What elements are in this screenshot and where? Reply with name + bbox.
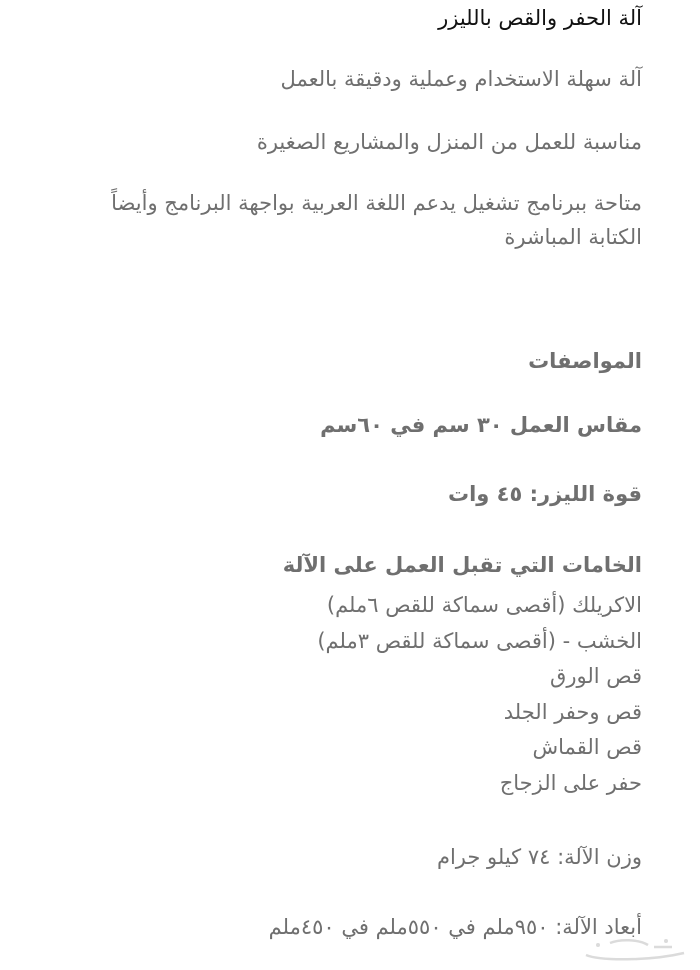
materials-list	[317, 588, 642, 801]
dimensions-spec: أبعاد الآلة: ٩٥٠ملم في ٥٥٠ملم في ٤٥٠ملم	[268, 915, 642, 939]
list-item: قص القماش	[532, 735, 642, 759]
weight-spec: وزن الآلة: ٧٤ كيلو جرام	[436, 845, 642, 869]
list-item: قص الورق	[550, 664, 642, 688]
intro-line-2: مناسبة للعمل من المنزل والمشاريع الصغيرة	[256, 130, 642, 154]
haraj-watermark-logo	[580, 935, 692, 965]
work-size-spec: مقاس العمل ٣٠ سم في ٦٠سم	[320, 413, 642, 437]
intro-line-1: آلة سهلة الاستخدام وعملية ودقيقة بالعمل	[280, 67, 642, 91]
list-item: الاكريلك (أقصى سماكة للقص ٦ملم)	[326, 593, 642, 617]
laser-power-spec: قوة الليزر: ٤٥ وات	[447, 482, 642, 506]
list-item: قص وحفر الجلد	[503, 699, 642, 724]
list-item: الخشب - (أقصى سماكة للقص ٣ملم)	[317, 628, 642, 653]
intro-line-3: متاحة ببرنامج تشغيل يدعم اللغة العربية بواجهة البرنامج وأيضاً الكتابة المباشرة	[111, 191, 642, 249]
materials-heading: الخامات التي تقبل العمل على الآلة	[282, 553, 642, 577]
ad-title: آلة الحفر والقص بالليزر	[438, 6, 642, 30]
list-item: حفر على الزجاج	[499, 770, 642, 795]
specs-heading: المواصفات	[528, 349, 642, 373]
